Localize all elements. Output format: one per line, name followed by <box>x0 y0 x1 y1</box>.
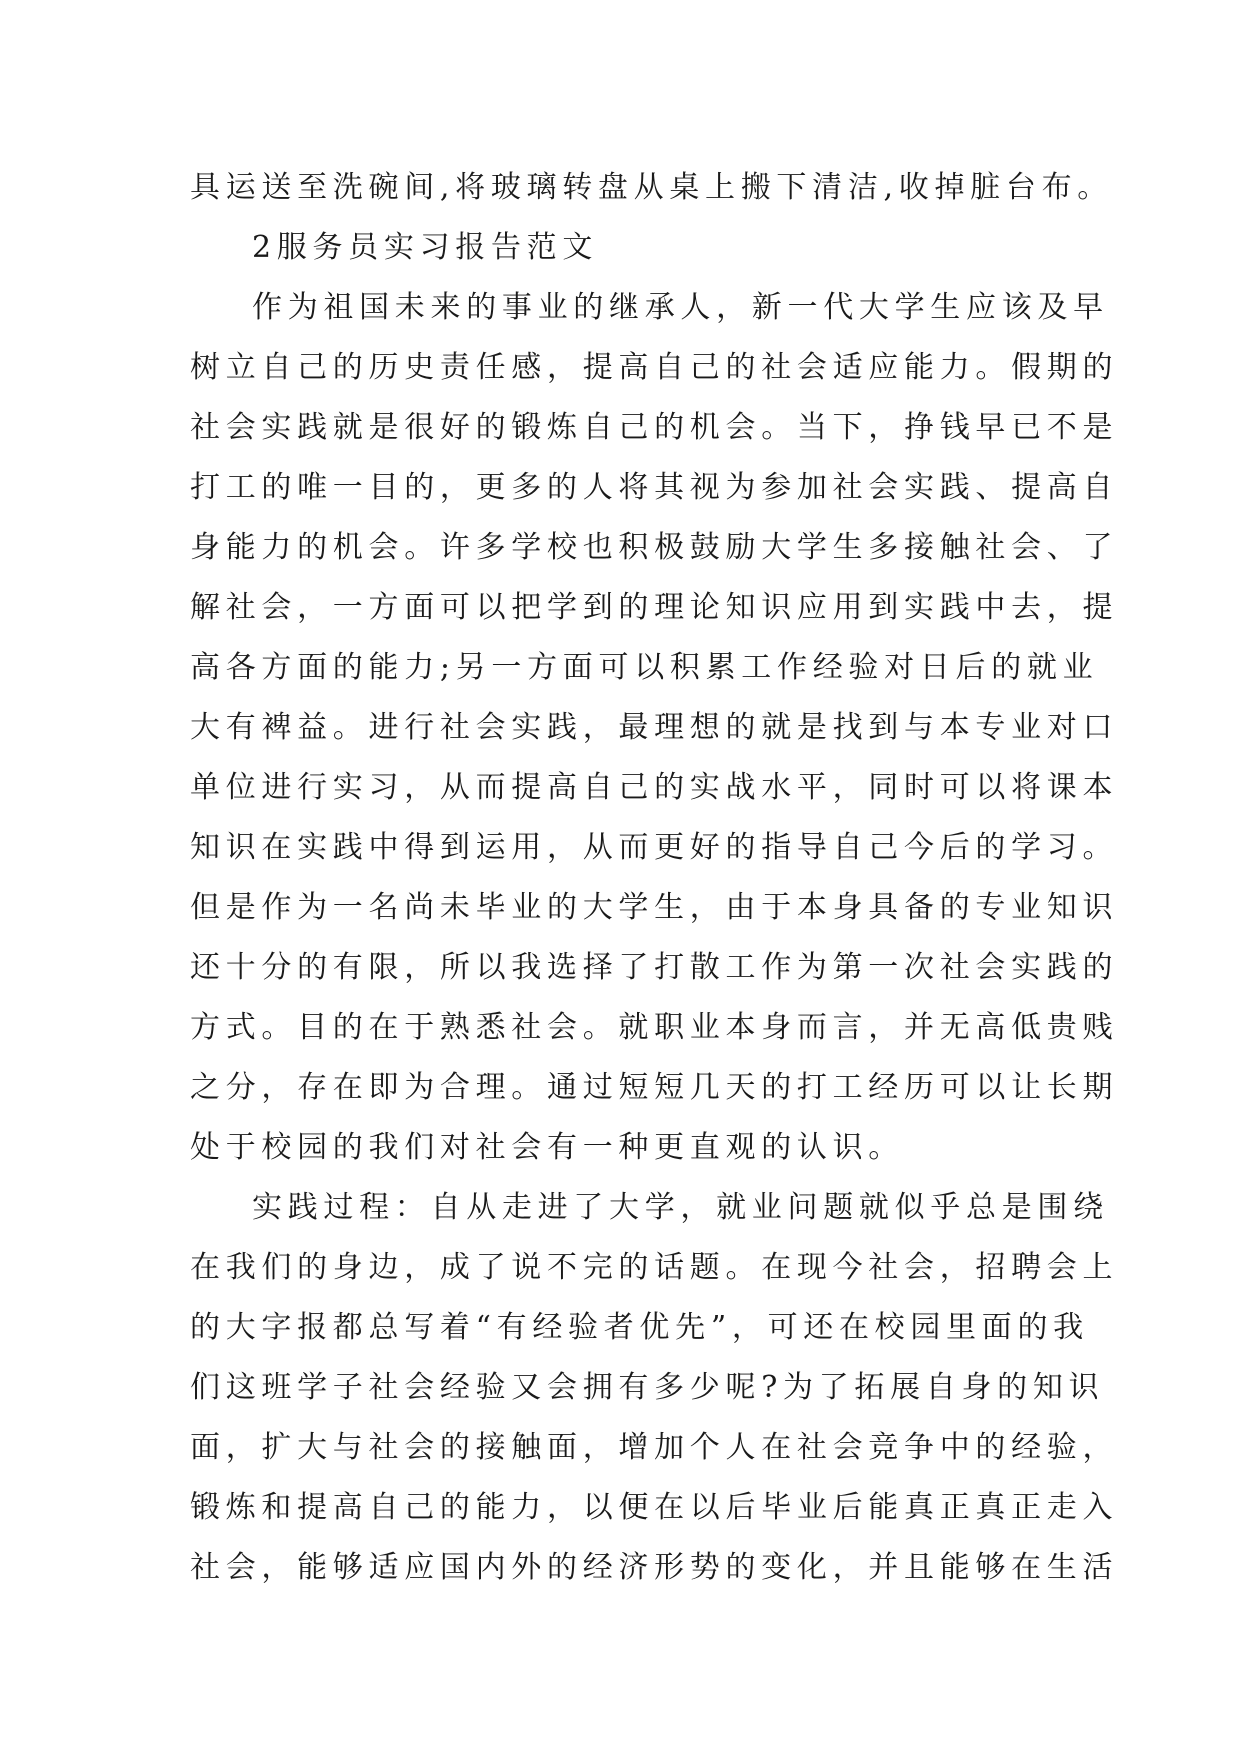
text-line: 树立自己的历史责任感，提高自己的社会适应能力。假期的 <box>190 350 1119 385</box>
text-line: 高各方面的能力;另一方面可以积累工作经验对日后的就业 <box>190 650 1099 685</box>
text-line: 锻炼和提高自己的能力，以便在以后毕业后能真正真正走入 <box>190 1490 1119 1525</box>
text-line: 面，扩大与社会的接触面，增加个人在社会竞争中的经验， <box>190 1430 1119 1465</box>
text-line: 作为祖国未来的事业的继承人，新一代大学生应该及早 <box>252 290 1109 325</box>
text-line: 方式。目的在于熟悉社会。就职业本身而言，并无高低贵贱 <box>190 1010 1119 1045</box>
text-line: 之分，存在即为合理。通过短短几天的打工经历可以让长期 <box>190 1070 1119 1105</box>
text-line: 们这班学子社会经验又会拥有多少呢?为了拓展自身的知识 <box>190 1370 1105 1405</box>
text-line: 打工的唯一目的，更多的人将其视为参加社会实践、提高自 <box>190 470 1119 505</box>
text-line: 处于校园的我们对社会有一种更直观的认识。 <box>190 1130 904 1165</box>
text-line: 知识在实践中得到运用，从而更好的指导自己今后的学习。 <box>190 830 1119 865</box>
text-line: 在我们的身边，成了说不完的话题。在现今社会，招聘会上 <box>190 1250 1119 1285</box>
section-heading: 2服务员实习报告范文 <box>252 230 599 265</box>
text-line: 社会实践就是很好的锻炼自己的机会。当下，挣钱早已不是 <box>190 410 1119 445</box>
text-line: 具运送至洗碗间,将玻璃转盘从桌上搬下清洁,收掉脏台布。 <box>190 170 1113 205</box>
text-line: 解社会，一方面可以把学到的理论知识应用到实践中去，提 <box>190 590 1119 625</box>
text-line: 身能力的机会。许多学校也积极鼓励大学生多接触社会、了 <box>190 530 1119 565</box>
text-line: 社会，能够适应国内外的经济形势的变化，并且能够在生活 <box>190 1550 1119 1585</box>
text-line: 还十分的有限，所以我选择了打散工作为第一次社会实践的 <box>190 950 1119 985</box>
text-line: 单位进行实习，从而提高自己的实战水平，同时可以将课本 <box>190 770 1119 805</box>
text-line: 的大字报都总写着“有经验者优先”，可还在校园里面的我 <box>190 1310 1089 1345</box>
text-line: 大有裨益。进行社会实践，最理想的就是找到与本专业对口 <box>190 710 1119 745</box>
text-line: 实践过程：自从走进了大学，就业问题就似乎总是围绕 <box>252 1190 1109 1225</box>
text-line: 但是作为一名尚未毕业的大学生，由于本身具备的专业知识 <box>190 890 1119 925</box>
